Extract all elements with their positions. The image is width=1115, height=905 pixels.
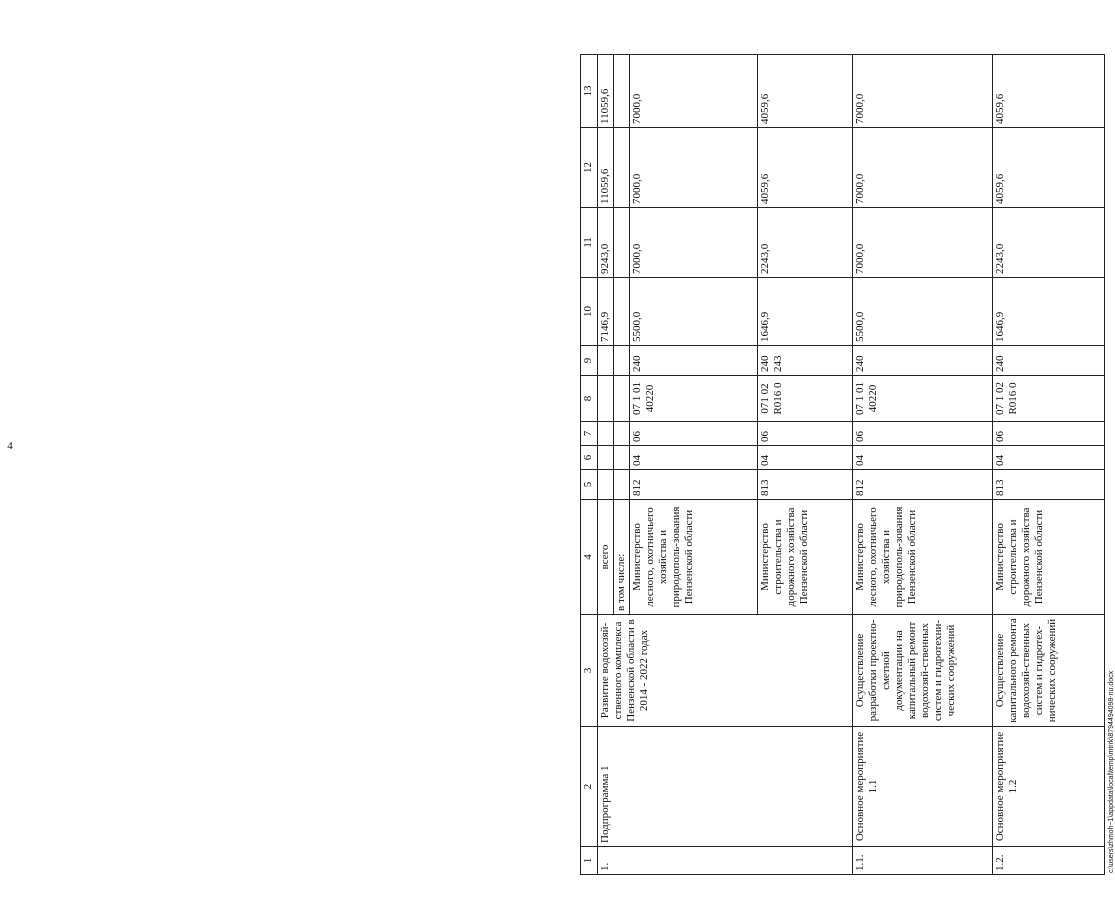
row-name: Подпрограмма 1 [598, 727, 853, 847]
program-table [580, 54, 1105, 875]
value-cell: 7000,0 [853, 55, 993, 128]
page-number: 4 [7, 440, 13, 452]
code-cell: 071 02 R016 0 [758, 376, 853, 422]
value-cell: 4059,6 [758, 128, 853, 208]
code-cell: 04 [630, 446, 758, 470]
value-cell: 7000,0 [853, 128, 993, 208]
executor-cell: Министерство строительства и дорожного хозяйства Пензенской области [993, 500, 1105, 615]
header-cell: 11 [581, 208, 598, 278]
code-cell: 240 [993, 346, 1105, 376]
header-cell: 13 [581, 55, 598, 128]
value-cell: 7000,0 [630, 208, 758, 278]
table-row [993, 55, 1105, 875]
header-cell: 3 [581, 615, 598, 727]
code-cell: 240 [630, 346, 758, 376]
code-cell: 06 [758, 422, 853, 446]
code-cell: 06 [630, 422, 758, 446]
value-cell: 7000,0 [630, 128, 758, 208]
row-number: 1.2. [993, 847, 1105, 875]
value-cell: 5500,0 [853, 278, 993, 346]
table-row [853, 55, 993, 875]
code-cell: 813 [993, 470, 1105, 500]
value-cell: 4059,6 [993, 128, 1105, 208]
row-number: 1. [598, 847, 853, 875]
total-2022: 11059,6 [598, 128, 614, 208]
code-cell: 04 [758, 446, 853, 470]
total-2023: 11059,6 [598, 55, 614, 128]
value-cell: 4059,6 [758, 55, 853, 128]
total-label: всего [598, 500, 614, 615]
value-cell: 5500,0 [630, 278, 758, 346]
table-row [598, 55, 614, 875]
row-goal: Развитие водохозяй-ственного комплекса Пензенской области в 2014 - 2022 годах [598, 615, 853, 727]
incl-label: в том числе: [614, 500, 630, 615]
header-cell: 7 [581, 422, 598, 446]
value-cell: 1646,9 [758, 278, 853, 346]
header-cell: 8 [581, 376, 598, 422]
code-cell: 04 [993, 446, 1105, 470]
row-goal: Осуществление капитального ремонта водохозяй-ственных систем и гидротех-нических сооружений [993, 615, 1105, 727]
code-cell: 240 243 [758, 346, 853, 376]
value-cell: 4059,6 [993, 55, 1105, 128]
value-cell: 7000,0 [853, 208, 993, 278]
header-cell: 5 [581, 470, 598, 500]
row-name: Основное мероприятие 1.2 [993, 727, 1105, 847]
header-cell: 2 [581, 727, 598, 847]
code-cell: 812 [853, 470, 993, 500]
row-name: Основное мероприятие 1.1 [853, 727, 993, 847]
header-cell: 9 [581, 346, 598, 376]
executor-cell: Министерство лесного, охотничьего хозяйства и природополь-зования Пензенской области [630, 500, 758, 615]
header-cell: 1 [581, 847, 598, 875]
code-cell: 813 [758, 470, 853, 500]
rotated-page [580, 55, 1115, 875]
code-cell: 07 1 01 40220 [853, 376, 993, 422]
total-2020: 7146,9 [598, 278, 614, 346]
code-cell: 240 [853, 346, 993, 376]
footer-path: c:\users\zhmoh~1\appdata\local\temp\mtrrk\8794494098-nu.docx [1108, 670, 1115, 873]
code-cell: 04 [853, 446, 993, 470]
header-cell: 12 [581, 128, 598, 208]
value-cell: 1646,9 [993, 278, 1105, 346]
value-cell: 2243,0 [993, 208, 1105, 278]
code-cell: 07 1 02 R016 0 [993, 376, 1105, 422]
header-cell: 6 [581, 446, 598, 470]
row-goal: Осуществление разработки проектно-сметной документации на капитальный ремонт водохозяй-ственных систем и гидротехни-ческих сооружений [853, 615, 993, 727]
header-cell: 4 [581, 500, 598, 615]
value-cell: 7000,0 [630, 55, 758, 128]
code-cell: 06 [993, 422, 1105, 446]
executor-cell: Министерство лесного, охотничьего хозяйства и природополь-зования Пензенской области [853, 500, 993, 615]
code-cell: 07 1 01 40220 [630, 376, 758, 422]
code-cell: 06 [853, 422, 993, 446]
total-2021: 9243,0 [598, 208, 614, 278]
header-cell: 10 [581, 278, 598, 346]
code-cell: 812 [630, 470, 758, 500]
header-row [581, 55, 598, 875]
executor-cell: Министерство строительства и дорожного хозяйства Пензенской области [758, 500, 853, 615]
value-cell: 2243,0 [758, 208, 853, 278]
row-number: 1.1. [853, 847, 993, 875]
